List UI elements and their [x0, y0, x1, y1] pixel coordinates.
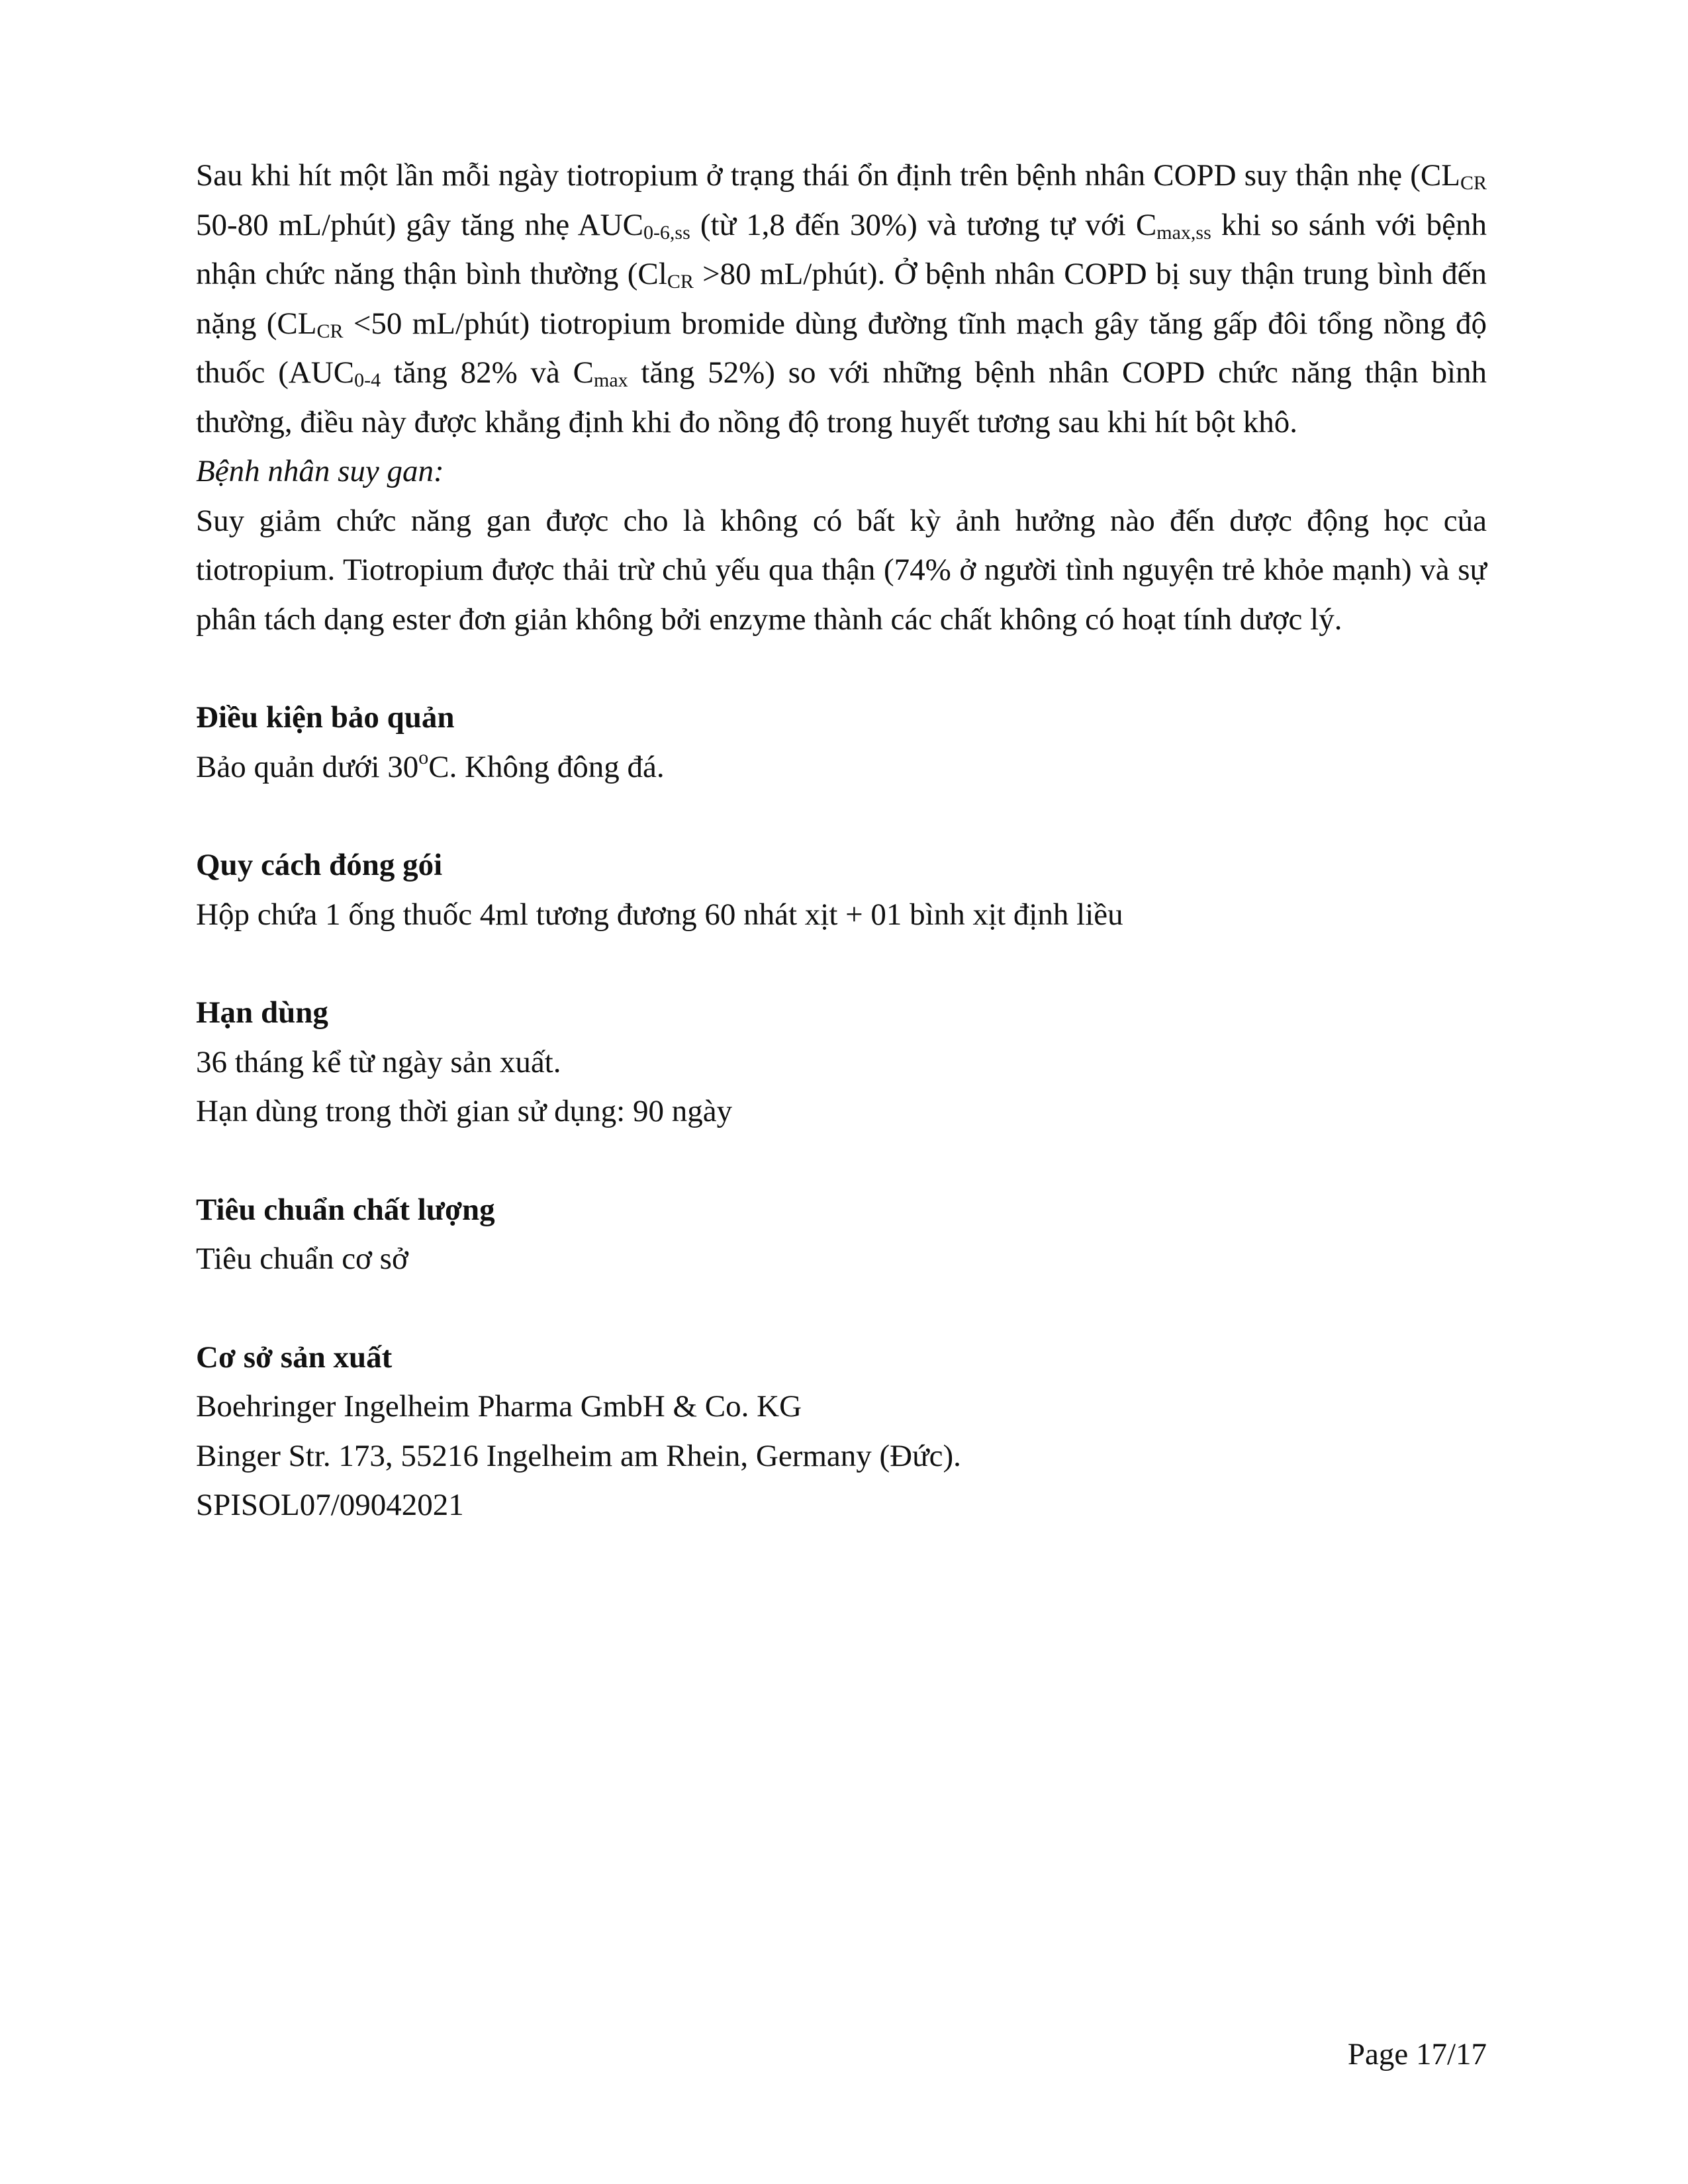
subscript: CR: [316, 320, 344, 342]
subscript: max,ss: [1156, 221, 1211, 244]
document-body: [196, 151, 1487, 1530]
text-run: C. Không đông đá.: [428, 749, 665, 784]
text-run: >80 mL/phút). Ở bệnh nhân COPD bị suy thận trung bình đến nặng (CL: [196, 257, 1487, 341]
subscript: CR: [1460, 172, 1487, 194]
shelf-life-line: 36 tháng kể từ ngày sản xuất.: [196, 1044, 561, 1079]
text-run: tăng 82% và C: [381, 355, 594, 390]
text-run: 50-80 mL/phút) gây tăng nhẹ AUC: [196, 207, 643, 242]
packaging-section: [196, 841, 1487, 939]
text-run: Sau khi hít một lần mỗi ngày tiotropium ở trạng thái ổn định trên bệnh nhân COPD suy thận nhẹ (CL: [196, 158, 1460, 193]
text-run: (từ 1,8 đến 30%) và tương tự với C: [690, 207, 1157, 242]
storage-heading: Điều kiện bảo quản: [196, 700, 455, 735]
hepatic-paragraph: Suy giảm chức năng gan được cho là không có bất kỳ ảnh hưởng nào đến dược động học của tiotropium. Tiotropium được thải trừ chủ yếu qua thận (74% ở người tình nguyện trẻ khỏe mạnh) và sự phân tách dạng ester đơn giản không bởi enzyme thành các chất không có hoạt tính dược lý.: [196, 503, 1487, 637]
quality-section: [196, 1185, 1487, 1284]
quality-heading: Tiêu chuẩn chất lượng: [196, 1192, 495, 1227]
manufacturer-name: Boehringer Ingelheim Pharma GmbH & Co. KG: [196, 1389, 802, 1424]
shelf-life-in-use-line: Hạn dùng trong thời gian sử dụng: 90 ngày: [196, 1094, 733, 1128]
subscript: max: [593, 369, 628, 391]
text-run: <50 mL/phút) tiotropium bromide dùng đường tĩnh mạch gây tăng gấp đôi tổng nồng độ thuốc (AUC: [196, 306, 1487, 390]
packaging-heading: Quy cách đóng gói: [196, 848, 443, 882]
page-number: Page 17/17: [1347, 2037, 1487, 2071]
text-run: khi so sánh với bệnh nhận chức năng thận bình thường (Cl: [196, 207, 1487, 291]
document-code: SPISOL07/09042021: [196, 1488, 464, 1522]
subscript: 0-6,ss: [643, 221, 690, 244]
text-run: Bảo quản dưới 30: [196, 749, 419, 784]
manufacturer-section: [196, 1333, 1487, 1481]
subscript: 0-4: [354, 369, 381, 391]
subscript: CR: [667, 271, 694, 293]
hepatic-heading: Bệnh nhân suy gan:: [196, 454, 444, 488]
text-run: tăng 52%) so với những bệnh nhân COPD chức năng thận bình thường, điều này được khẳng định khi đo nồng độ trong huyết tương sau khi hít bột khô.: [196, 355, 1487, 439]
storage-section: [196, 693, 1487, 792]
storage-text: [196, 743, 1487, 792]
quality-text: Tiêu chuẩn cơ sở: [196, 1242, 408, 1276]
shelf-life-section: [196, 988, 1487, 1136]
renal-impairment-paragraph: [196, 151, 1487, 447]
manufacturer-heading: Cơ sở sản xuất: [196, 1340, 393, 1375]
superscript: o: [418, 746, 429, 768]
manufacturer-address: Binger Str. 173, 55216 Ingelheim am Rhein, Germany (Đức).: [196, 1438, 961, 1473]
shelf-life-heading: Hạn dùng: [196, 995, 328, 1030]
packaging-text: Hộp chứa 1 ống thuốc 4ml tương đương 60 nhát xịt + 01 bình xịt định liều: [196, 897, 1123, 932]
